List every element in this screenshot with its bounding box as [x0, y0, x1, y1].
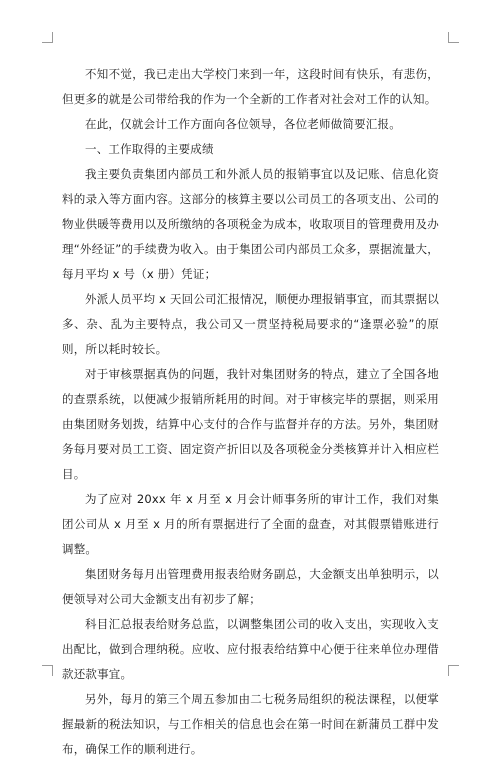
paragraph-external-staff: 外派人员平均 x 天回公司汇报情况，顺便办理报销事宜，而其票据以多、杂、乱为主要特点，我公司又一贯坚持税局要求的“逢票必验”的原则，所以耗时较长。	[62, 292, 440, 356]
paragraph-intro: 不知不觉，我已走出大学校门来到一年，这段时间有快乐，有悲伤，但更多的就是公司带给我的作为一个全新的工作者对社会对工作的认知。	[62, 67, 439, 106]
paragraph-expense-report: 集团财务每月出管理费用报表给财务副总，大金额支出单独明示，以便领导对公司大金额支出有初步了解；	[62, 567, 439, 606]
crop-mark-bottom-right	[448, 665, 459, 676]
paragraph-audit: 为了应对 20xx 年 x 月至 x 月会计师事务所的审计工作，我们对集团公司从 x 月至 x 月的所有票据进行了全面的盘查，对其假票错账进行调整。	[62, 492, 439, 556]
paragraph-invoice-verification: 对于审核票据真伪的问题，我针对集团财务的特点，建立了全国各地的查票系统，以便减少报销所耗用的时间。对于审核完毕的票据，则采用由集团财务划拨，结算中心支付的合作与监督并存的方法。另外，集团财务每月要对员工工资、固定资产折旧以及各项税金分类核算并计入相应栏目。	[62, 367, 439, 481]
section-heading-achievements: 一、工作取得的主要成绩	[85, 142, 214, 156]
paragraph-report-statement: 在此，仅就会计工作方面向各位领导，各位老师做简要汇报。	[85, 117, 401, 131]
paragraph-tax-course: 另外，每月的第三个周五参加由二七税务局组织的税法课程，以便掌握最新的税法知识，与工作相关的信息也会在第一时间在新蒲员工群中发布，确保工作的顺利进行。	[62, 692, 439, 756]
paragraph-summary-report: 科目汇总报表给财务总监，以调整集团公司的收入支出，实现收入支出配比，做到合理纳税。应收、应付报表给结算中心便于往来单位办理借款还款事宜。	[62, 617, 439, 681]
crop-mark-top-right	[448, 32, 459, 43]
paragraph-responsibilities: 我主要负责集团内部员工和外派人员的报销事宜以及记账、信息化资料的录入等方面内容。这部分的核算主要以公司员工的各项支出、公司的物业供暖等费用以及所缴纳的各项税金为成本，收取项目的管理费用及办理“外经证”的手续费为收入。由于集团公司内部员工众多，票据流量大，每月平均 x 号（x 册）凭证；	[62, 167, 439, 281]
document-body	[62, 62, 439, 762]
crop-mark-top-left	[42, 32, 53, 43]
crop-mark-bottom-left	[42, 665, 53, 676]
